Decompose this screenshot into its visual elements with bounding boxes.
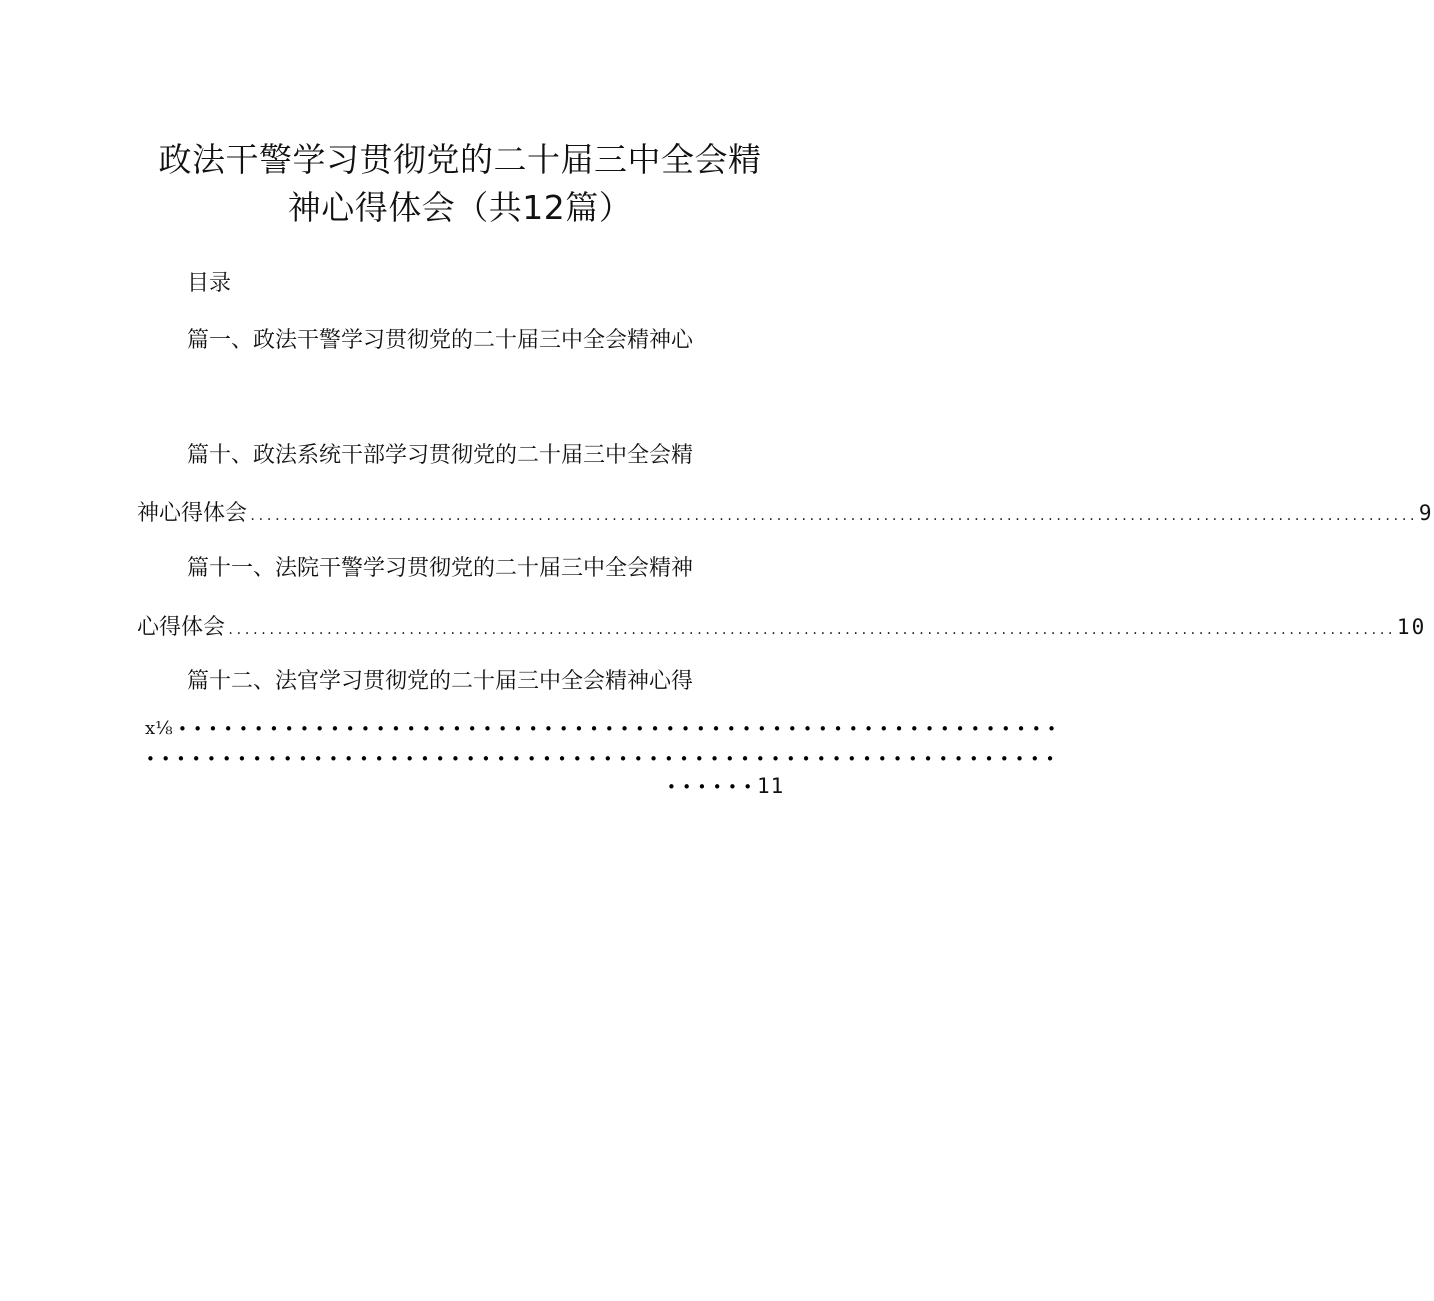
document-title-line-2: 神心得体会（共12篇） [287, 188, 633, 227]
toc-entry-11-label: 心得体会 [137, 615, 226, 640]
toc-entry-10-page: 9 [1418, 501, 1434, 525]
toc-entry-10-label: 神心得体会 [137, 501, 248, 526]
toc-entry-11-page: 10 [1396, 615, 1427, 639]
toc-entry-11-line-1[interactable]: 篇十一、法院干警学习贯彻党的二十届三中全会精神 [187, 556, 694, 581]
toc-entry-12-page: 11 [757, 774, 785, 798]
dot-leader: •••••••••••••••••••••••••••••••••••••••••••••••••••••••••••• [146, 750, 1061, 768]
toc-entry-10-line-2[interactable] [137, 496, 1434, 527]
dot-leader: •••••• [667, 778, 759, 796]
toc-entry-11-line-2[interactable] [137, 610, 1427, 641]
toc-entry-12-line-1[interactable]: 篇十二、法官学习贯彻党的二十届三中全会精神心得 [187, 669, 694, 694]
toc-entry-10-line-1[interactable]: 篇十、政法系统干部学习贯彻党的二十届三中全会精 [187, 443, 694, 468]
dot-leader: .............................................................................................................................................. [249, 509, 1417, 523]
toc-entry-1[interactable]: 篇一、政法干警学习贯彻党的二十届三中全会精神心 [187, 328, 694, 353]
toc-heading: 目录 [187, 271, 232, 296]
dot-leader: .............................................................................................................................................. [227, 623, 1395, 637]
document-title-line-1: 政法干警学习贯彻党的二十届三中全会精 [158, 140, 762, 179]
dot-leader: •••••••••••••••••••••••••••••••••••••••••••••••••••••••••• [178, 720, 1063, 738]
toc-entry-12-garbled-text: x⅛ [145, 718, 173, 739]
